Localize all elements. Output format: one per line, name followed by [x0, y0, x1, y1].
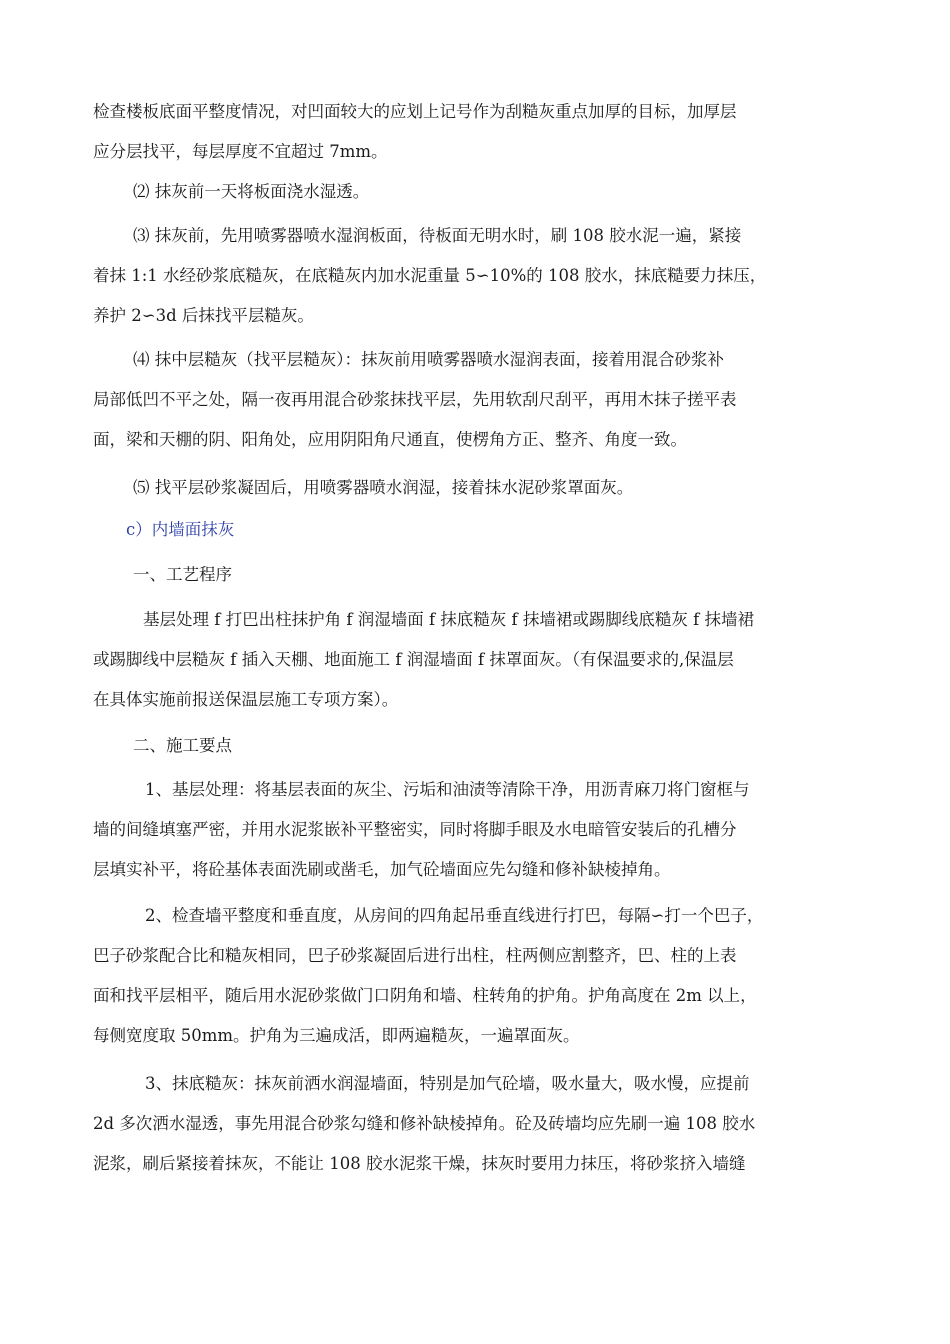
text-line: ⑸ 找平层砂浆凝固后，用喷雾器喷水润湿，接着抹水泥砂浆罩面灰。 [133, 478, 634, 497]
text-line: 2d 多次洒水湿透，事先用混合砂浆勾缝和修补缺棱掉角。砼及砖墙均应先刷一遍 108 胶水 [93, 1114, 756, 1133]
text-line: 泥浆，刷后紧接着抹灰，不能让 108 胶水泥浆干燥，抹灰时要用力抹压，将砂浆挤入墙缝 [93, 1154, 746, 1173]
text-line: 养护 2∽3d 后抹找平层糙灰。 [93, 306, 314, 325]
text-line: 3、抹底糙灰：抹灰前洒水润湿墙面，特别是加气砼墙，吸水量大，吸水慢，应提前 [145, 1074, 750, 1093]
paragraph-process-steps [93, 600, 855, 720]
subheading-process [93, 555, 855, 595]
text-line: ⑵ 抹灰前一天将板面浇水湿透。 [133, 182, 370, 201]
text-line: ⑶ 抹灰前，先用喷雾器喷水湿润板面，待板面无明水时，刷 108 胶水泥一遍，紧接 [133, 226, 742, 245]
text-line: 墙的间缝填塞严密，并用水泥浆嵌补平整密实，同时将脚手眼及水电暗管安装后的孔槽分 [93, 820, 737, 839]
text-line: 检查楼板底面平整度情况，对凹面较大的应划上记号作为刮糙灰重点加厚的目标，加厚层 [93, 102, 737, 121]
paragraph-item-4 [93, 340, 855, 460]
paragraph-inspection [93, 92, 855, 172]
text-line: 面，梁和天棚的阴、阳角处，应用阴阳角尺通直，使楞角方正、整齐、角度一致。 [93, 430, 687, 449]
text-line: 面和找平层相平，随后用水泥砂浆做门口阴角和墙、柱转角的护角。护角高度在 2m 以上， [93, 986, 757, 1005]
text-line: ⑷ 抹中层糙灰（找平层糙灰）：抹灰前用喷雾器喷水湿润表面，接着用混合砂浆补 [133, 350, 724, 369]
paragraph-item-2 [93, 172, 855, 212]
subheading-key-points [93, 726, 855, 766]
text-line: 或踢脚线中层糙灰 f 插入天棚、地面施工 f 润湿墙面 f 抹罩面灰。（有保温要求的,保温层 [93, 650, 734, 669]
text-line: 基层处理 f 打巴出柱抹护角 f 润湿墙面 f 抹底糙灰 f 抹墙裙或踢脚线底糙灰 f 抹墙裙 [143, 610, 754, 629]
text-line: 巴子砂浆配合比和糙灰相同，巴子砂浆凝固后进行出柱，柱两侧应割整齐，巴、柱的上表 [93, 946, 737, 965]
text-line: 层填实补平，将砼基体表面洗刷或凿毛，加气砼墙面应先勾缝和修补缺棱掉角。 [93, 860, 671, 879]
paragraph-base-treatment [93, 770, 855, 890]
paragraph-base-coat [93, 1064, 855, 1184]
paragraph-item-3 [93, 216, 855, 336]
heading-text: c）内墙面抹灰 [126, 520, 235, 539]
text-line: 应分层找平，每层厚度不宜超过 7mm。 [93, 142, 388, 161]
heading-text: 一、工艺程序 [133, 565, 232, 584]
heading-text: 二、施工要点 [133, 736, 232, 755]
text-line: 2、检查墙平整度和垂直度，从房间的四角起吊垂直线进行打巴，每隔∽打一个巴子， [145, 906, 764, 925]
text-line: 1、基层处理：将基层表面的灰尘、污垢和油渍等清除干净，用沥青麻刀将门窗框与 [145, 780, 750, 799]
text-line: 在具体实施前报送保温层施工专项方案）。 [93, 690, 399, 709]
paragraph-item-5 [93, 468, 855, 508]
section-heading-interior-wall [93, 510, 855, 550]
text-line: 着抹 1:1 水经砂浆底糙灰，在底糙灰内加水泥重量 5∽10%的 108 胶水，抹底糙要力抹压， [93, 266, 767, 285]
text-line: 每侧宽度取 50mm。护角为三遍成活，即两遍糙灰，一遍罩面灰。 [93, 1026, 580, 1045]
paragraph-flatness-check [93, 896, 855, 1056]
text-line: 局部低凹不平之处，隔一夜再用混合砂浆抹找平层，先用软刮尺刮平，再用木抹子搓平表 [93, 390, 737, 409]
